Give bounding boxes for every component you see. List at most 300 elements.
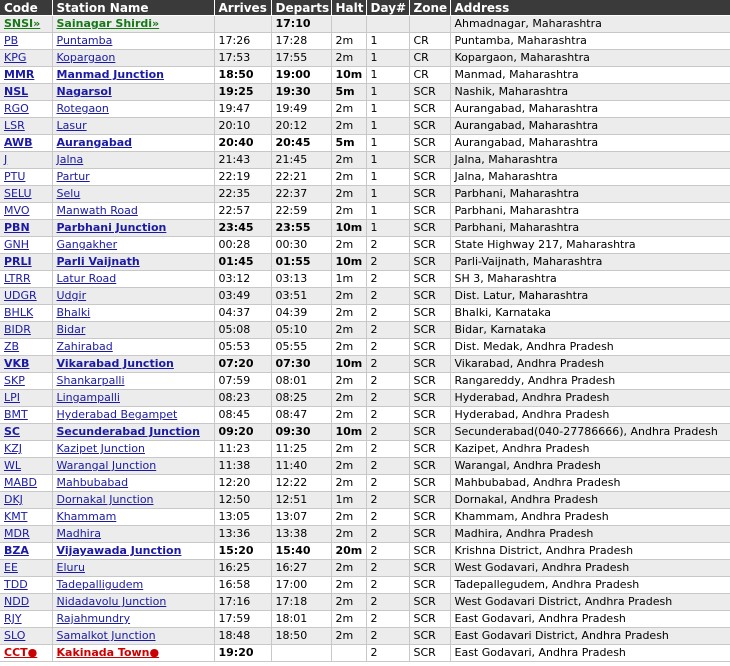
table-row xyxy=(0,50,730,67)
cell-halt xyxy=(331,169,366,186)
station-name-link[interactable]: Nidadavolu Junction xyxy=(56,595,167,608)
station-code-link[interactable]: AWB xyxy=(4,136,33,149)
cell-name xyxy=(52,594,214,611)
station-name-link[interactable]: Vijayawada Junction xyxy=(56,544,182,557)
cell-arr xyxy=(214,373,271,390)
cell-halt xyxy=(331,645,366,662)
station-name-link[interactable]: Kazipet Junction xyxy=(56,442,145,455)
day-number: 1 xyxy=(370,170,378,183)
cell-dep xyxy=(271,373,331,390)
cell-name xyxy=(52,16,214,33)
address: Rangareddy, Andhra Pradesh xyxy=(454,374,616,387)
cell-arr xyxy=(214,84,271,101)
station-code-link[interactable]: GNH xyxy=(4,238,30,251)
station-code-link[interactable]: LSR xyxy=(4,119,25,132)
cell-dep xyxy=(271,339,331,356)
cell-halt xyxy=(331,492,366,509)
address: Parli-Vaijnath, Maharashtra xyxy=(454,255,603,268)
station-name-link[interactable]: Gangakher xyxy=(56,238,118,251)
station-name-link[interactable]: Zahirabad xyxy=(56,340,113,353)
zone: SCR xyxy=(413,289,436,302)
table-row xyxy=(0,271,730,288)
day-number: 2 xyxy=(370,408,378,421)
station-code-link[interactable]: VKB xyxy=(4,357,30,370)
station-name-link[interactable]: Lingampalli xyxy=(56,391,120,404)
table-row xyxy=(0,390,730,407)
cell-arr xyxy=(214,101,271,118)
arrival-time: 08:45 xyxy=(218,408,251,421)
station-code-link[interactable]: KPG xyxy=(4,51,27,64)
cell-day xyxy=(366,560,409,577)
cell-arr xyxy=(214,271,271,288)
arrival-time: 08:23 xyxy=(218,391,251,404)
address: Kazipet, Andhra Pradesh xyxy=(454,442,590,455)
address: East Godavari, Andhra Pradesh xyxy=(454,612,626,625)
departure-time: 11:25 xyxy=(275,442,308,455)
cell-dep xyxy=(271,135,331,152)
station-code-link[interactable]: PTU xyxy=(4,170,26,183)
table-row xyxy=(0,492,730,509)
halt-duration: 2m xyxy=(335,391,354,404)
day-number: 2 xyxy=(370,544,378,557)
cell-zone xyxy=(409,424,450,441)
station-code-link[interactable]: CCT● xyxy=(4,646,38,659)
zone: CR xyxy=(413,34,429,47)
cell-name xyxy=(52,611,214,628)
cell-dep xyxy=(271,33,331,50)
arrival-time: 04:37 xyxy=(218,306,251,319)
station-code-link[interactable]: NSL xyxy=(4,85,29,98)
station-code-link[interactable]: TDD xyxy=(4,578,28,591)
cell-dep xyxy=(271,84,331,101)
cell-addr xyxy=(450,186,730,203)
station-code-link[interactable]: BIDR xyxy=(4,323,31,336)
cell-halt xyxy=(331,373,366,390)
station-name-link[interactable]: Lasur xyxy=(56,119,87,132)
cell-arr xyxy=(214,594,271,611)
cell-addr xyxy=(450,390,730,407)
departure-time: 19:00 xyxy=(275,68,311,81)
station-name-link[interactable]: Madhira xyxy=(56,527,102,540)
station-code-link[interactable]: MDR xyxy=(4,527,30,540)
zone: SCR xyxy=(413,204,436,217)
station-name-link[interactable]: Tadepalligudem xyxy=(56,578,144,591)
halt-duration: 2m xyxy=(335,170,354,183)
arrival-time: 20:10 xyxy=(218,119,251,132)
station-code-link[interactable]: SC xyxy=(4,425,20,438)
station-code-link[interactable]: SKP xyxy=(4,374,25,387)
station-name-link[interactable]: Manmad Junction xyxy=(56,68,164,81)
station-code-link[interactable]: LTRR xyxy=(4,272,31,285)
station-name-link[interactable]: Vikarabad Junction xyxy=(56,357,174,370)
cell-day xyxy=(366,118,409,135)
cell-halt xyxy=(331,84,366,101)
station-name-link[interactable]: Samalkot Junction xyxy=(56,629,156,642)
station-code-link[interactable]: ZB xyxy=(4,340,20,353)
departure-time: 05:10 xyxy=(275,323,308,336)
cell-code xyxy=(0,16,52,33)
day-number: 2 xyxy=(370,374,378,387)
cell-arr xyxy=(214,611,271,628)
cell-day xyxy=(366,526,409,543)
cell-arr xyxy=(214,16,271,33)
table-row xyxy=(0,33,730,50)
cell-halt xyxy=(331,475,366,492)
departure-time: 17:55 xyxy=(275,51,308,64)
table-row xyxy=(0,339,730,356)
address: Mahbubabad, Andhra Pradesh xyxy=(454,476,621,489)
cell-name xyxy=(52,543,214,560)
day-number: 2 xyxy=(370,272,378,285)
cell-day xyxy=(366,407,409,424)
cell-halt xyxy=(331,407,366,424)
cell-code xyxy=(0,254,52,271)
address: Nashik, Maharashtra xyxy=(454,85,569,98)
station-name-link[interactable]: Jalna xyxy=(56,153,84,166)
cell-code xyxy=(0,526,52,543)
zone: SCR xyxy=(413,221,436,234)
cell-day xyxy=(366,577,409,594)
station-code-link[interactable]: RGO xyxy=(4,102,29,115)
cell-day xyxy=(366,220,409,237)
day-number: 1 xyxy=(370,136,378,149)
cell-dep xyxy=(271,356,331,373)
station-name-link[interactable]: Khammam xyxy=(56,510,117,523)
cell-halt xyxy=(331,611,366,628)
cell-day xyxy=(366,322,409,339)
cell-zone xyxy=(409,322,450,339)
cell-code xyxy=(0,67,52,84)
station-name-link[interactable]: Bhalki xyxy=(56,306,91,319)
cell-name xyxy=(52,645,214,662)
halt-duration: 2m xyxy=(335,629,354,642)
station-code-link[interactable]: KZJ xyxy=(4,442,22,455)
cell-day xyxy=(366,50,409,67)
cell-arr xyxy=(214,169,271,186)
cell-dep xyxy=(271,220,331,237)
station-name-link[interactable]: Parli Vaijnath xyxy=(56,255,140,268)
cell-arr xyxy=(214,492,271,509)
station-code-link[interactable]: MABD xyxy=(4,476,38,489)
zone: SCR xyxy=(413,646,436,659)
arrival-time: 19:47 xyxy=(218,102,251,115)
zone: SCR xyxy=(413,85,436,98)
halt-duration: 2m xyxy=(335,51,354,64)
arrival-time: 13:05 xyxy=(218,510,251,523)
cell-day xyxy=(366,186,409,203)
cell-arr xyxy=(214,50,271,67)
cell-addr xyxy=(450,169,730,186)
cell-addr xyxy=(450,16,730,33)
cell-day xyxy=(366,543,409,560)
cell-addr xyxy=(450,492,730,509)
station-name-link[interactable]: Udgir xyxy=(56,289,87,302)
station-code-link[interactable]: EE xyxy=(4,561,18,574)
day-number: 2 xyxy=(370,612,378,625)
address: Hyderabad, Andhra Pradesh xyxy=(454,408,610,421)
station-name-link[interactable]: Puntamba xyxy=(56,34,113,47)
station-code-link[interactable]: NDD xyxy=(4,595,30,608)
station-name-link[interactable]: Secunderabad Junction xyxy=(56,425,200,438)
col-header-zone: Zone xyxy=(409,0,450,16)
departure-time: 07:30 xyxy=(275,357,311,370)
cell-code xyxy=(0,373,52,390)
arrival-time: 01:45 xyxy=(218,255,254,268)
cell-arr xyxy=(214,356,271,373)
arrival-time: 17:53 xyxy=(218,51,251,64)
halt-duration: 2m xyxy=(335,187,354,200)
arrival-time: 05:53 xyxy=(218,340,251,353)
cell-zone xyxy=(409,118,450,135)
station-name-link[interactable]: Parbhani Junction xyxy=(56,221,167,234)
cell-code xyxy=(0,577,52,594)
cell-zone xyxy=(409,50,450,67)
station-code-link[interactable]: WL xyxy=(4,459,22,472)
cell-arr xyxy=(214,288,271,305)
cell-dep xyxy=(271,101,331,118)
station-code-link[interactable]: DKJ xyxy=(4,493,23,506)
station-code-link[interactable]: KMT xyxy=(4,510,28,523)
cell-halt xyxy=(331,152,366,169)
station-name-link[interactable]: Shankarpalli xyxy=(56,374,125,387)
zone: SCR xyxy=(413,425,436,438)
cell-zone xyxy=(409,237,450,254)
cell-arr xyxy=(214,67,271,84)
cell-addr xyxy=(450,509,730,526)
cell-name xyxy=(52,118,214,135)
zone: SCR xyxy=(413,544,436,557)
halt-duration: 5m xyxy=(335,136,355,149)
table-row xyxy=(0,186,730,203)
cell-arr xyxy=(214,305,271,322)
station-code-link[interactable]: BZA xyxy=(4,544,29,557)
cell-dep xyxy=(271,577,331,594)
station-code-link[interactable]: BHLK xyxy=(4,306,34,319)
cell-halt xyxy=(331,577,366,594)
day-number: 2 xyxy=(370,459,378,472)
day-number: 2 xyxy=(370,340,378,353)
cell-addr xyxy=(450,84,730,101)
station-name-link[interactable]: Rajahmundry xyxy=(56,612,131,625)
cell-name xyxy=(52,339,214,356)
cell-name xyxy=(52,509,214,526)
station-code-link[interactable]: SLO xyxy=(4,629,26,642)
cell-name xyxy=(52,67,214,84)
halt-duration: 2m xyxy=(335,612,354,625)
cell-code xyxy=(0,118,52,135)
cell-day xyxy=(366,169,409,186)
station-code-link[interactable]: BMT xyxy=(4,408,28,421)
arrival-time: 18:50 xyxy=(218,68,254,81)
cell-halt xyxy=(331,441,366,458)
departure-time: 17:00 xyxy=(275,578,308,591)
cell-name xyxy=(52,441,214,458)
cell-dep xyxy=(271,288,331,305)
station-name-link[interactable]: Aurangabad xyxy=(56,136,132,149)
cell-zone xyxy=(409,611,450,628)
station-name-link[interactable]: Kakinada Town● xyxy=(56,646,160,659)
cell-halt xyxy=(331,135,366,152)
station-name-link[interactable]: Sainagar Shirdi» xyxy=(56,17,160,30)
zone: SCR xyxy=(413,391,436,404)
address: Secunderabad(040-27786666), Andhra Pradesh xyxy=(454,425,718,438)
cell-code xyxy=(0,186,52,203)
cell-name xyxy=(52,560,214,577)
arrival-time: 17:59 xyxy=(218,612,251,625)
station-code-link[interactable]: MMR xyxy=(4,68,35,81)
station-code-link[interactable]: PBN xyxy=(4,221,30,234)
halt-duration: 1m xyxy=(335,272,354,285)
cell-name xyxy=(52,628,214,645)
cell-day xyxy=(366,135,409,152)
halt-duration: 2m xyxy=(335,510,354,523)
day-number: 1 xyxy=(370,68,378,81)
station-code-link[interactable]: MVO xyxy=(4,204,30,217)
cell-name xyxy=(52,475,214,492)
station-name-link[interactable]: Partur xyxy=(56,170,90,183)
station-code-link[interactable]: UDGR xyxy=(4,289,37,302)
cell-addr xyxy=(450,237,730,254)
cell-dep xyxy=(271,407,331,424)
station-code-link[interactable]: RJY xyxy=(4,612,22,625)
cell-name xyxy=(52,152,214,169)
table-row xyxy=(0,628,730,645)
day-number: 1 xyxy=(370,34,378,47)
arrival-time: 16:25 xyxy=(218,561,251,574)
cell-zone xyxy=(409,220,450,237)
station-name-link[interactable]: Hyderabad Begampet xyxy=(56,408,178,421)
day-number: 1 xyxy=(370,51,378,64)
station-name-link[interactable]: Eluru xyxy=(56,561,85,574)
halt-duration: 2m xyxy=(335,476,354,489)
cell-code xyxy=(0,84,52,101)
departure-time: 19:30 xyxy=(275,85,311,98)
table-row xyxy=(0,458,730,475)
day-number: 1 xyxy=(370,221,378,234)
station-name-link[interactable]: Selu xyxy=(56,187,81,200)
table-row xyxy=(0,577,730,594)
station-name-link[interactable]: Nagarsol xyxy=(56,85,112,98)
cell-day xyxy=(366,390,409,407)
halt-duration: 2m xyxy=(335,289,354,302)
cell-zone xyxy=(409,390,450,407)
cell-dep xyxy=(271,169,331,186)
cell-halt xyxy=(331,67,366,84)
cell-zone xyxy=(409,169,450,186)
cell-name xyxy=(52,526,214,543)
departure-time: 17:18 xyxy=(275,595,308,608)
address: Krishna District, Andhra Pradesh xyxy=(454,544,634,557)
arrival-time: 07:59 xyxy=(218,374,251,387)
station-name-link[interactable]: Rotegaon xyxy=(56,102,109,115)
address: Bidar, Karnataka xyxy=(454,323,547,336)
cell-dep xyxy=(271,203,331,220)
cell-arr xyxy=(214,254,271,271)
halt-duration: 2m xyxy=(335,595,354,608)
cell-addr xyxy=(450,118,730,135)
cell-halt xyxy=(331,458,366,475)
cell-name xyxy=(52,577,214,594)
station-code-link[interactable]: LPI xyxy=(4,391,21,404)
cell-name xyxy=(52,407,214,424)
cell-addr xyxy=(450,152,730,169)
cell-addr xyxy=(450,373,730,390)
cell-dep xyxy=(271,152,331,169)
table-row xyxy=(0,407,730,424)
cell-code xyxy=(0,220,52,237)
table-row xyxy=(0,169,730,186)
table-row xyxy=(0,441,730,458)
station-code-link[interactable]: PRLI xyxy=(4,255,32,268)
zone: SCR xyxy=(413,340,436,353)
arrival-time: 03:49 xyxy=(218,289,251,302)
departure-time: 18:01 xyxy=(275,612,308,625)
cell-code xyxy=(0,305,52,322)
station-name-link[interactable]: Kopargaon xyxy=(56,51,116,64)
station-code-link[interactable]: SELU xyxy=(4,187,32,200)
departure-time: 08:01 xyxy=(275,374,308,387)
table-row xyxy=(0,118,730,135)
address: State Highway 217, Maharashtra xyxy=(454,238,636,251)
cell-name xyxy=(52,186,214,203)
address: Parbhani, Maharashtra xyxy=(454,204,580,217)
station-name-link[interactable]: Latur Road xyxy=(56,272,117,285)
halt-duration: 2m xyxy=(335,442,354,455)
cell-halt xyxy=(331,101,366,118)
station-name-link[interactable]: Mahbubabad xyxy=(56,476,129,489)
cell-code xyxy=(0,339,52,356)
arrival-time: 22:19 xyxy=(218,170,251,183)
cell-zone xyxy=(409,543,450,560)
table-row xyxy=(0,645,730,662)
station-name-link[interactable]: Warangal Junction xyxy=(56,459,157,472)
station-name-link[interactable]: Dornakal Junction xyxy=(56,493,154,506)
arrival-time: 13:36 xyxy=(218,527,251,540)
departure-time: 05:55 xyxy=(275,340,308,353)
arrival-time: 09:20 xyxy=(218,425,254,438)
cell-halt xyxy=(331,509,366,526)
cell-day xyxy=(366,441,409,458)
station-name-link[interactable]: Bidar xyxy=(56,323,86,336)
day-number: 2 xyxy=(370,595,378,608)
zone: SCR xyxy=(413,272,436,285)
station-code-link[interactable]: SNSI» xyxy=(4,17,41,30)
cell-addr xyxy=(450,407,730,424)
station-code-link[interactable]: J xyxy=(4,153,8,166)
col-header-halt: Halt xyxy=(331,0,366,16)
cell-arr xyxy=(214,322,271,339)
zone: SCR xyxy=(413,255,436,268)
cell-zone xyxy=(409,458,450,475)
table-row xyxy=(0,305,730,322)
cell-dep xyxy=(271,424,331,441)
cell-name xyxy=(52,492,214,509)
cell-day xyxy=(366,628,409,645)
address: Puntamba, Maharashtra xyxy=(454,34,587,47)
zone: SCR xyxy=(413,510,436,523)
cell-arr xyxy=(214,509,271,526)
station-code-link[interactable]: PB xyxy=(4,34,19,47)
cell-addr xyxy=(450,220,730,237)
arrival-time: 20:40 xyxy=(218,136,254,149)
cell-zone xyxy=(409,186,450,203)
cell-halt xyxy=(331,33,366,50)
arrival-time: 23:45 xyxy=(218,221,254,234)
cell-arr xyxy=(214,441,271,458)
cell-day xyxy=(366,33,409,50)
station-name-link[interactable]: Manwath Road xyxy=(56,204,138,217)
table-row xyxy=(0,152,730,169)
